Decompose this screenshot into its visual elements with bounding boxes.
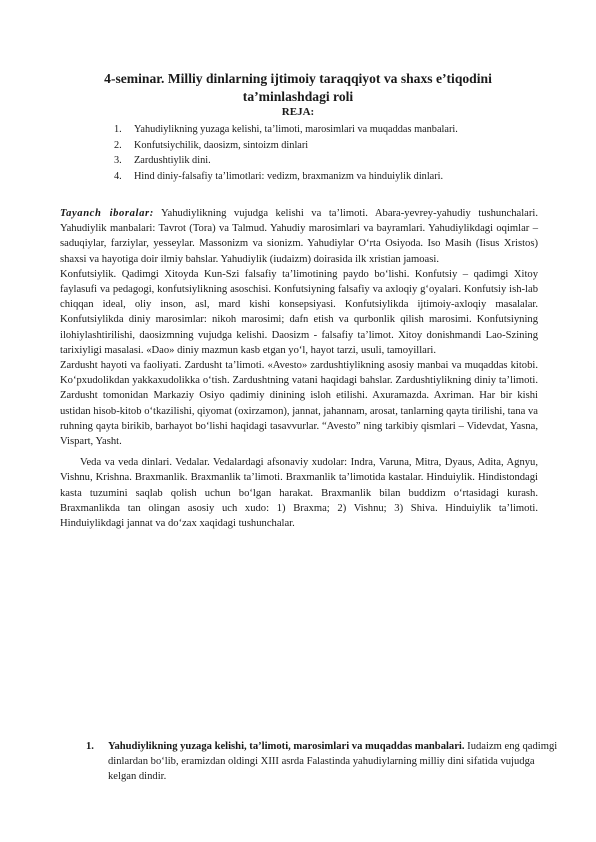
plan-item-number: 2. xyxy=(114,139,122,151)
keywords-paragraph: Zardusht hayoti va faoliyati. Zardusht ta’limoti. «Avesto» zardushtiylikning asosiy manbai va muqaddas kitobi. Ko‘pxudolikdan yakkaxudolikka o‘tish. Zardushtning vatani haqidagi bahslar. Zardushtiylikning diniy ta’limoti. Zardusht tomonidan Markaziy Osiyo qadimiy dinining isloh etilishi. Axuramazda. Axriman. Har bir kishi ustidan hisob-kitob o‘tkazilishi, qiyomat (oxirzamon), jannat, jahannam, arosat, tanlarning qayta tirilishi, tana va ruhning qayta birikib, barhayot bo‘lishi haqidagi tasavvurlar. “Avesto” ning tarkibiy qismlari – Videvdat, Yasna, Vispart, Yasht. xyxy=(60,360,538,448)
plan-item xyxy=(80,122,540,138)
plan-item-text: Yahudiylikning yuzaga kelishi, ta’limoti, marosimlari va muqaddas manbalari. xyxy=(134,124,458,135)
plan-item-number: 3. xyxy=(114,155,122,166)
section-heading: Yahudiylikning yuzaga kelishi, ta’limoti, marosimlari va muqaddas manbalari. xyxy=(108,741,465,752)
page-title: 4-seminar. Milliy dinlarning ijtimoiy taraqqiyot va shaxs e’tiqodini ta’minlashdagi roli xyxy=(104,71,492,104)
plan-heading: REJA: xyxy=(281,106,315,118)
section-number: 1. xyxy=(86,741,94,752)
plan-item-number: 1. xyxy=(114,124,122,135)
keywords-paragraph: Konfutsiylik. Qadimgi Xitoyda Kun-Szi falsafiy ta’limotining paydo bo‘lishi. Konfutsiy – qadimgi Xitoy faylasufi va pedagogi, konfutsiylikning asoschisi. Konfutsiyning falsafiy va axloqiy g‘oyalari. Konfutsiy ish-lab chiqqan ideal, oliy inson, asl, mard kishi konsepsiyasi. Konfutsiylikda ijtimoiy-axloqiy masalalar. Konfutsiylikda diniy marosimlar: nikoh marosimi; dafn etish va qurbonlik qilish marosimi. Konfutsiyning ilohiylashtirilishi, daosizmning vujudga kelishi. Daosizm - falsafiy ta’limot. Xitoy donishmandi Lao-Szining tarixiyligi masalasi. «Dao» diniy mazmun kasb etgan yo‘l, hayot tarzi, usuli, tamoyillari. xyxy=(60,268,538,356)
plan-item xyxy=(80,169,540,185)
plan-item xyxy=(80,153,540,169)
keywords-paragraph: Veda va veda dinlari. Vedalar. Vedalardagi afsonaviy xudolar: Indra, Varuna, Mitra, Dyaus, Adita, Agnyu, Vishnu, Krishna. Braxmanlik. Braxmanlik ta’limoti. Braxmanlik ta’limotida kastalar. Hinduiylik. Hindistondagi kasta tuzumini saqlab qolish uchun bo‘lgan harakat. Braxmanlik bilan buddizm o‘rtasidagi kurash. Braxmanlikda tan olingan asosiy uch xudo: 1) Braxma; 2) Vishnu; 3) Shiva. Hinduiylik ta’limoti. Hinduiylikdagi jannat va do‘zax xaqidagi tushunchalar. xyxy=(60,457,538,530)
keywords-paragraph xyxy=(60,206,538,267)
keywords-block xyxy=(60,206,538,531)
plan-list xyxy=(80,122,540,184)
section-body xyxy=(108,739,564,785)
plan-item xyxy=(80,138,540,154)
keywords-lead: Tayanch iboralar: xyxy=(60,208,154,219)
keywords-text: Yahudiylikning vujudga kelishi va ta’limoti. Abara-yevrey-yahudiy tushunchalari. Yahudiylik manbalari: Tavrot (Tora) va Talmud. Yahudiy marosimlari va bayramlari. Yahudiylikdagi oqimlar – saduqiylar, farziylar, yesseylar. Massonizm va sionizm. Yahudiylar O‘rta Osiyoda. Iso Masih (Iisus Xristos) shaxsi va hayotiga doir ilmiy bahslar. Yahudiylik (iudaizm) doirasida ilk xristian jamoasi. xyxy=(60,208,538,265)
section-1 xyxy=(86,739,564,785)
plan-item-number: 4. xyxy=(114,170,122,182)
plan-item-text: Hind diniy-falsafiy ta’limotlari: vedizm, braxmanizm va hinduiylik dinlari. xyxy=(134,170,444,182)
plan-item-text: Konfutsiychilik, daosizm, sintoizm dinlari xyxy=(134,139,309,151)
plan-item-text: Zardushtiylik dini. xyxy=(134,155,211,166)
section-text: Iudaizm eng qadimgi dinlardan bo‘lib, eramizdan oldingi XIII asrda Falastinda yahudiylarning milliy dini sifatida vujudga kelgan dindir. xyxy=(108,741,558,783)
